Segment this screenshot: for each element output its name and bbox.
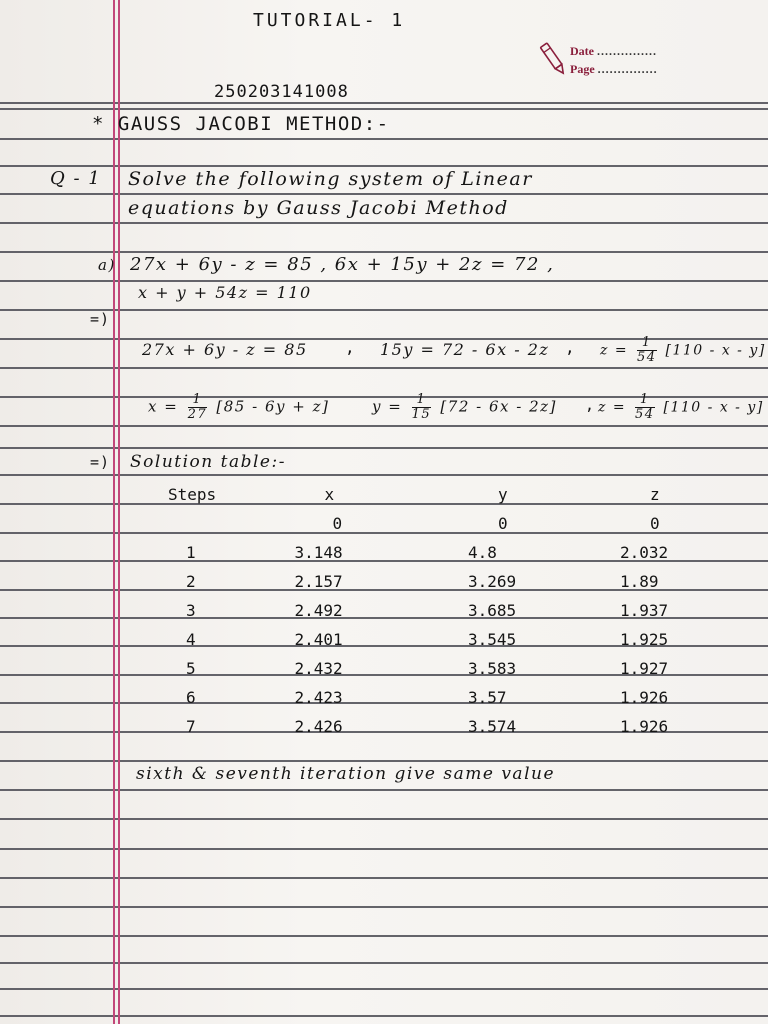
ruled-line — [0, 309, 768, 311]
ruled-line — [0, 474, 768, 476]
ruled-line — [0, 988, 768, 990]
part-label: a) — [98, 256, 116, 274]
date-value: ............... — [597, 44, 657, 58]
pen-icon — [538, 40, 570, 80]
ruled-line — [0, 962, 768, 964]
cell-x: 2.426 — [294, 717, 343, 736]
ruled-line — [0, 165, 768, 167]
equation-line-1: 27x + 6y - z = 85 , 6x + 15y + 2z = 72 , — [130, 254, 555, 275]
cell-z: 1.926 — [619, 717, 669, 736]
ruled-line — [0, 818, 768, 820]
table-row — [160, 538, 768, 567]
ruled-line — [0, 760, 768, 762]
header-steps: Steps — [168, 485, 217, 504]
solution-table — [160, 480, 768, 741]
cell-step: 6 — [186, 688, 196, 707]
cell-x: 2.423 — [294, 688, 343, 707]
ruled-line — [0, 193, 768, 195]
ruled-line — [0, 138, 768, 140]
cell-x: 3.148 — [294, 543, 343, 562]
table-row — [160, 509, 768, 538]
y-rhs: [72 - 6x - 2z] — [440, 397, 557, 416]
table-row — [160, 567, 768, 596]
ruled-line — [0, 789, 768, 791]
cell-y: 3.269 — [467, 572, 517, 591]
ruled-line — [0, 222, 768, 224]
cell-step: 4 — [186, 630, 196, 649]
question-line-1: Solve the following system of Linear — [128, 168, 533, 190]
cell-y: 3.545 — [467, 630, 517, 649]
ruled-line — [0, 251, 768, 253]
comma-separator: , — [345, 338, 356, 357]
page-label: Page — [570, 62, 595, 76]
cell-z: 1.925 — [619, 630, 669, 649]
cell-y: 3.583 — [467, 659, 517, 678]
cell-y: 3.574 — [467, 717, 517, 736]
ruled-line — [0, 935, 768, 937]
fraction-1-27: $\frac{1}{27}$ — [187, 392, 208, 422]
ruled-line — [0, 906, 768, 908]
rearranged-eq-2: 15y = 72 - 6x - 2z — [380, 340, 550, 359]
cell-step: 7 — [186, 717, 196, 736]
cell-z: 1.89 — [619, 572, 659, 591]
fraction-1-54: $\frac{1}{54}$ — [635, 392, 655, 422]
ruled-line — [0, 877, 768, 879]
rearranged-eq-3 — [600, 336, 766, 365]
ruled-line — [0, 848, 768, 850]
z-rhs: [110 - x - y] — [663, 399, 764, 416]
solved-z — [598, 393, 764, 422]
solved-y — [372, 393, 557, 422]
fraction-1-15: $\frac{1}{15}$ — [411, 392, 432, 422]
x-rhs: [85 - 6y + z] — [216, 397, 330, 416]
table-header-row — [160, 480, 768, 509]
solved-x — [148, 393, 329, 422]
date-label: Date — [570, 44, 594, 58]
cell-y: 3.685 — [467, 601, 517, 620]
cell-step: 2 — [186, 572, 196, 591]
cell-y: 0 — [497, 514, 508, 533]
cell-z: 0 — [649, 514, 660, 533]
conclusion-text: sixth & seventh iteration give same value — [136, 764, 556, 784]
x-lhs: x = — [148, 397, 179, 416]
cell-x: 2.157 — [294, 572, 343, 591]
z-lhs: z = — [600, 342, 629, 359]
cell-z: 2.032 — [619, 543, 669, 562]
cell-y: 4.8 — [467, 543, 497, 562]
page-value: ............... — [597, 62, 658, 76]
ruled-line — [0, 425, 768, 427]
z-rhs: [110 - x - y] — [665, 342, 766, 359]
cell-y: 3.57 — [467, 688, 507, 707]
z-lhs: z = — [598, 399, 627, 416]
table-row — [160, 625, 768, 654]
question-number: Q - 1 — [50, 168, 102, 189]
margin-line — [118, 0, 120, 1024]
table-row — [160, 596, 768, 625]
header-z: z — [649, 485, 660, 504]
cell-z: 1.937 — [619, 601, 669, 620]
table-row — [160, 683, 768, 712]
table-row — [160, 654, 768, 683]
rearranged-eq-1: 27x + 6y - z = 85 — [142, 340, 308, 359]
enrollment-number: 250203141008 — [214, 82, 349, 102]
cell-x: 2.492 — [294, 601, 343, 620]
header-x: x — [324, 485, 335, 504]
ruled-line — [0, 108, 768, 110]
cell-z: 1.926 — [619, 688, 669, 707]
cell-step — [160, 509, 294, 538]
equation-line-2: x + y + 54z = 110 — [138, 283, 312, 302]
cell-step: 1 — [186, 543, 196, 562]
comma-separator: , — [565, 338, 576, 357]
cell-z: 1.927 — [619, 659, 669, 678]
cell-step: 3 — [186, 601, 196, 620]
comma-separator: , — [585, 396, 596, 414]
ruled-line — [0, 447, 768, 449]
fraction-1-54: $\frac{1}{54}$ — [637, 335, 657, 365]
date-page-block — [570, 44, 658, 80]
table-row — [160, 712, 768, 741]
margin-line — [113, 0, 115, 1024]
ruled-line — [0, 280, 768, 282]
page-title: TUTORIAL- 1 — [253, 10, 406, 31]
implies-arrow: =) — [90, 453, 111, 471]
question-line-2: equations by Gauss Jacobi Method — [128, 197, 509, 219]
ruled-line — [0, 102, 768, 104]
cell-x: 0 — [332, 514, 343, 533]
cell-x: 2.432 — [294, 659, 343, 678]
section-heading: * GAUSS JACOBI METHOD:- — [92, 113, 390, 135]
y-lhs: y = — [372, 397, 403, 416]
header-y: y — [497, 485, 508, 504]
ruled-line — [0, 367, 768, 369]
implies-arrow: =) — [90, 310, 111, 328]
cell-x: 2.401 — [294, 630, 343, 649]
table-title: Solution table:- — [130, 452, 286, 472]
cell-step: 5 — [186, 659, 196, 678]
ruled-line — [0, 1015, 768, 1017]
